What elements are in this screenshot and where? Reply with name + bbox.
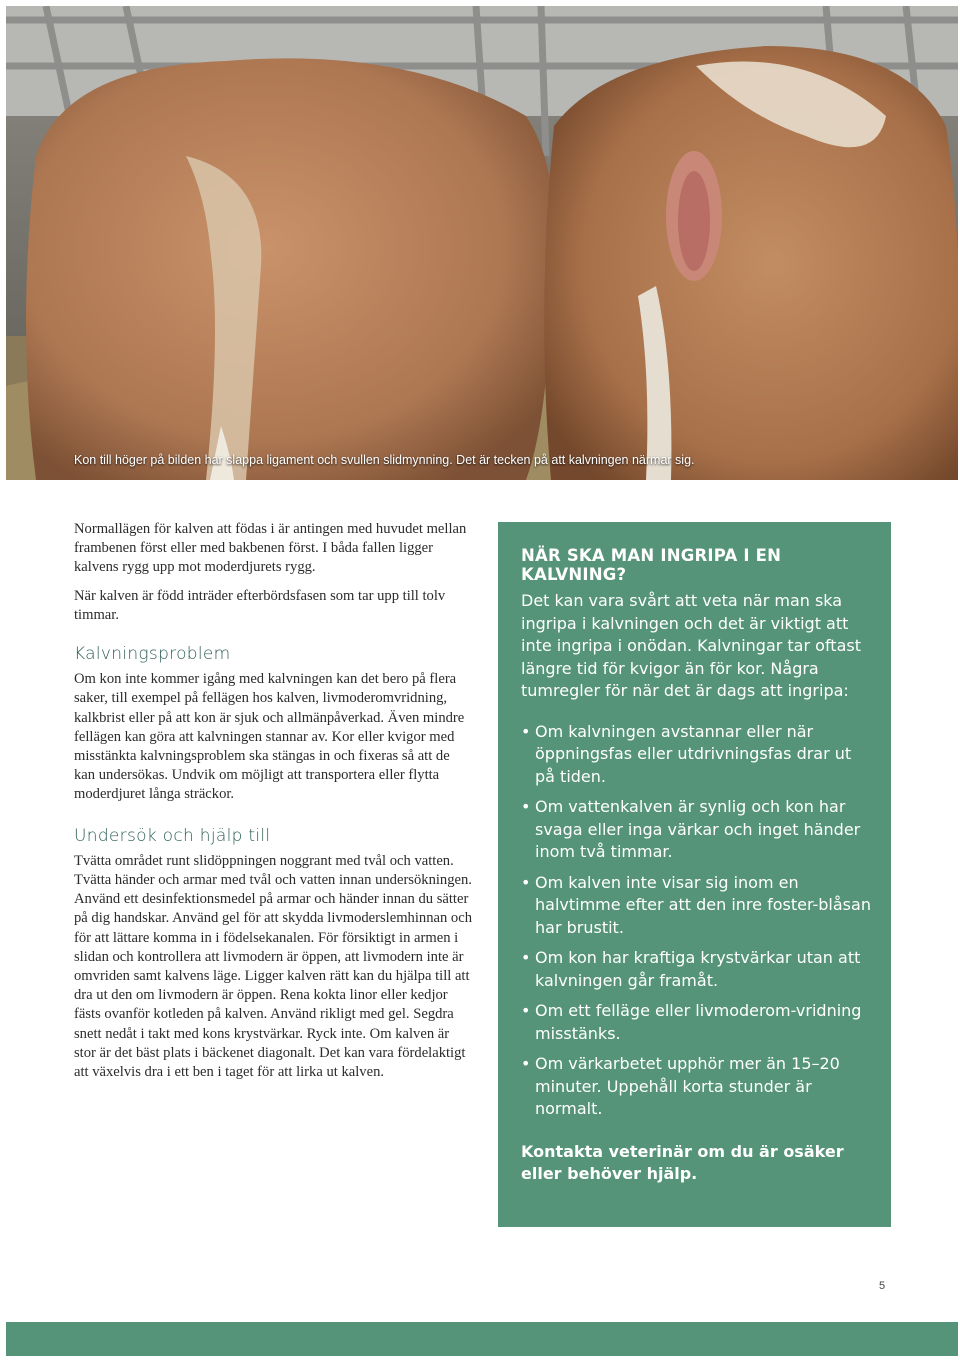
- footer-bar: [6, 1322, 958, 1356]
- list-item-text: Om kon har kraftiga krystvärkar utan att kalvningen går framåt.: [535, 948, 861, 990]
- bullet-icon: •: [521, 1054, 531, 1073]
- contact-note: Kontakta veterinär om du är osäker eller behöver hjälp.: [521, 1141, 844, 1183]
- cow-photo-illustration: [6, 6, 958, 480]
- main-text-column: [74, 520, 474, 1091]
- list-item: [521, 947, 873, 992]
- bullet-icon: •: [521, 797, 531, 816]
- list-item: [521, 721, 873, 789]
- bullet-icon: •: [521, 1001, 531, 1020]
- bullet-icon: •: [521, 872, 531, 892]
- list-item: [521, 1000, 873, 1045]
- list-item: [521, 796, 873, 864]
- section-text-undersok: Tvätta området runt slidöppningen noggrant med tvål och vatten. Tvätta händer och armar med tvål och vatten innan undersökningen. Använd ett desinfektionsmedel på armar och händer innan du sätter på dig handskar. Använd gel för att skydda livmoderslemhinnan och för att lättare komma in i födelsekanalen. För försiktigt in armen i slidan och kontrollera att livmodern är öppen, att livmodern inte är omvriden samt kalvens läge. Ligger kalven rätt kan du hjälpa till att dra ut den om livmodern är öppen. Rena kokta linor eller kedjor fästs ovanför kotleden på kalven. Använd rikligt med gel. Segdra snett nedåt i takt med kons krystvärkar. Ryck inte. Om kalven är stor är det bäst plats i bäckenet diagonalt. Det kan vara fördelaktigt att växelvis dra i ett ben i taget för att lirka ut kalven.: [74, 852, 472, 1081]
- list-item-text: Om vattenkalven är synlig och kon har svaga eller inga värkar och inget händer inom två timmar.: [535, 797, 861, 861]
- photo-caption: Kon till höger på bilden har slappa ligament och svullen slidmynning. Det är tecken på att kalvningen närmar sig.: [74, 453, 695, 467]
- list-item-text: Om värkarbetet upphör mer än 15–20 minuter. Uppehåll korta stunder är normalt.: [535, 1054, 840, 1118]
- list-item-text: Om ett felläge eller livmoderom-vridning misstänks.: [535, 1001, 862, 1043]
- cow-photo: [6, 6, 958, 480]
- section-heading-undersok: Undersök och hjälp till: [74, 825, 271, 846]
- list-item-text: Om kalven inte visar sig inom en halvtimme efter att den inre foster-blåsan har brustit.: [535, 872, 871, 937]
- section-heading-kalvningsproblem: Kalvningsproblem: [74, 644, 231, 665]
- info-box: [498, 522, 891, 1227]
- section-text-kalvningsproblem: Om kon inte kommer igång med kalvningen kan det bero på flera saker, till exempel på fellägen hos kalven, livmoderomvridning, kalkbrist eller på att kon är sjuk och allmänpåverkad. Även mindre fellägen kan göra att kalvningen stannar av. Kor eller kvigor med misstänkta kalvningsproblem ska stängas in och fixeras så att de kan undersökas. Undvik om möjligt att transportera eller flytta moderdjuret långa sträckor.: [74, 671, 465, 803]
- list-item-text: Om kalvningen avstannar eller när öppningsfas eller utdrivningsfas drar ut på tiden.: [535, 721, 852, 786]
- bullet-icon: •: [521, 948, 531, 967]
- list-item: [521, 1053, 873, 1121]
- list-item: [521, 872, 873, 940]
- rules-list: [521, 721, 873, 1121]
- bullet-icon: •: [521, 721, 531, 741]
- intro-paragraph-1: Normallägen för kalven att födas i är antingen med huvudet mellan frambenen först eller med bakbenen först. I båda fallen ligger kalvens rygg upp mot moderdjurets rygg.: [74, 521, 467, 576]
- page-number: 5: [879, 1280, 886, 1292]
- intro-paragraph-2: När kalven är född inträder efterbördsfasen som tar upp till tolv timmar.: [74, 587, 446, 623]
- info-box-intro: Det kan vara svårt att veta när man ska ingripa i kalvningen och det är viktigt att inte ingripa i onödan. Kalvningar tar oftast längre tid för kvigor än för kor. Några tumregler för när det är dags att ingripa:: [521, 591, 861, 700]
- info-box-heading: NÄR SKA MAN INGRIPA I EN KALVNING?: [521, 546, 782, 584]
